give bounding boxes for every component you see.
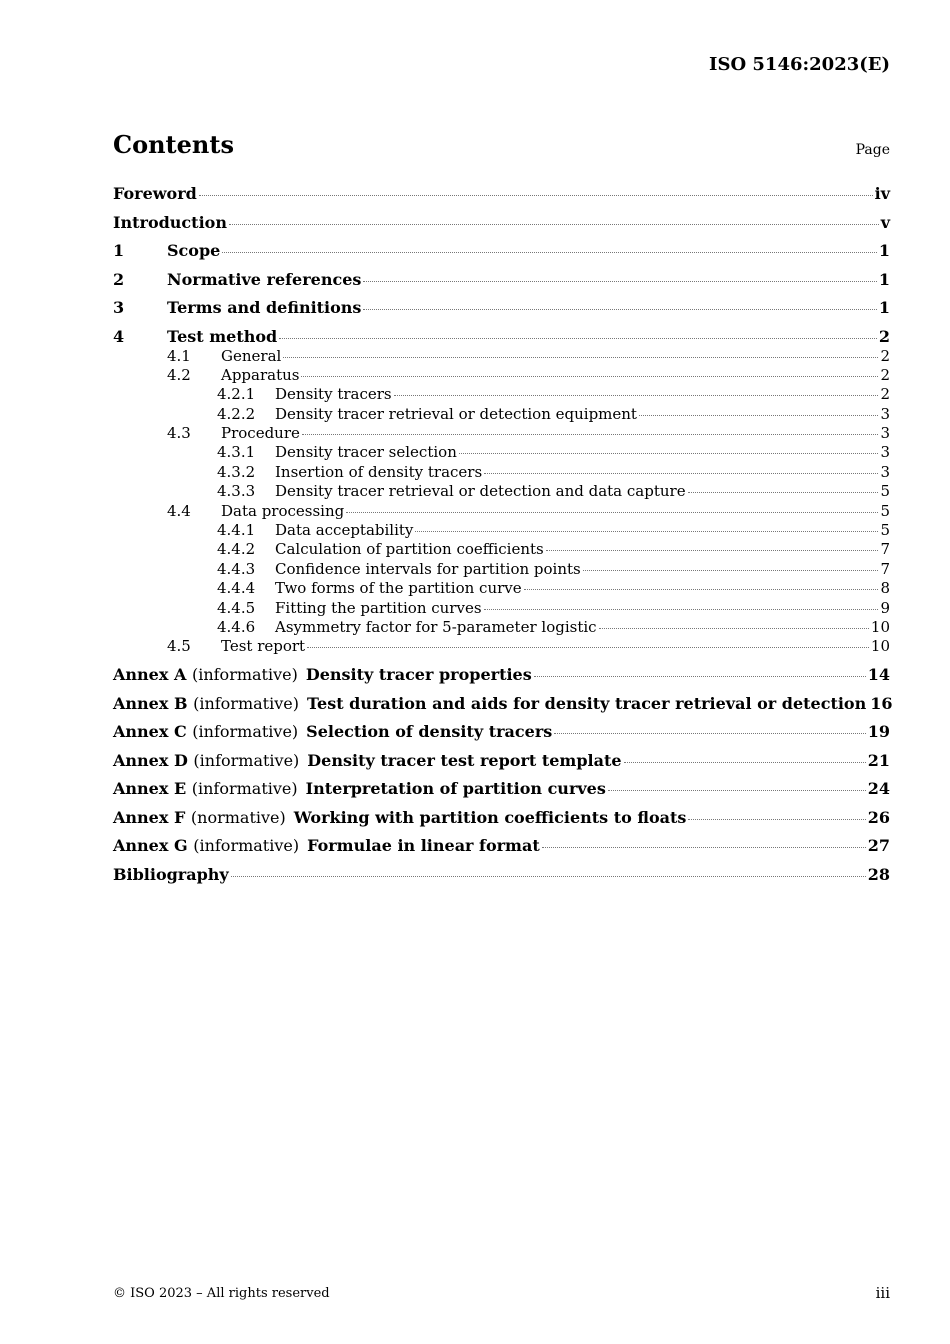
toc-label: Density tracer retrieval or detection and data capture <box>275 482 686 501</box>
toc-label: Bibliography <box>113 864 229 884</box>
toc-page: 1 <box>878 298 890 317</box>
toc-page: 9 <box>880 598 890 617</box>
toc-label: Density tracer retrieval or detection equipment <box>275 404 637 423</box>
annex-title: Formulae in linear format <box>307 836 540 856</box>
leader-dots <box>301 375 878 377</box>
annex-title: Interpretation of partition curves <box>305 779 606 799</box>
toc-page: 24 <box>867 779 890 799</box>
leader-dots <box>231 875 866 877</box>
toc-page: 7 <box>880 540 890 559</box>
toc-label: Fitting the partition curves <box>275 598 482 617</box>
annex-id: Annex C <box>113 722 187 742</box>
annex-title: Selection of density tracers <box>306 722 553 742</box>
leader-dots <box>484 472 878 474</box>
toc-entry-4-5[interactable] <box>113 637 890 665</box>
toc-page: 28 <box>867 864 890 884</box>
page-column-label: Page <box>855 142 890 158</box>
toc-annex-g[interactable] <box>113 836 890 865</box>
annex-id: Annex A <box>113 665 187 685</box>
toc-label: Data acceptability <box>275 521 414 540</box>
toc-page: iv <box>874 184 890 203</box>
toc-page: 14 <box>867 665 890 685</box>
toc-page: 8 <box>880 579 890 598</box>
leader-dots <box>307 646 869 648</box>
toc-page: 5 <box>880 501 890 520</box>
annex-title: Working with partition coefficients to floats <box>293 807 687 827</box>
toc-number: 4.4.4 <box>217 579 256 598</box>
annex-kind: (informative) <box>191 665 298 685</box>
toc-page: 10 <box>870 637 890 656</box>
toc-label: General <box>221 346 282 365</box>
leader-dots <box>639 414 878 416</box>
toc-entry-4-3-3[interactable] <box>113 482 890 501</box>
toc-page: 2 <box>880 346 890 365</box>
toc-entry-test-method[interactable] <box>113 327 890 347</box>
toc-entry-4-4-6[interactable] <box>113 618 890 637</box>
leader-dots <box>534 675 866 677</box>
leader-dots <box>599 627 869 629</box>
toc-entry-4-4-4[interactable] <box>113 579 890 598</box>
toc-label: Terms and definitions <box>167 298 362 317</box>
toc-number: 4.1 <box>167 346 191 365</box>
annex-id: Annex F <box>113 807 186 827</box>
toc-label: Confidence intervals for partition points <box>275 559 581 578</box>
toc-label: Test report <box>221 637 306 656</box>
leader-dots <box>199 194 873 196</box>
toc-number: 4.3.3 <box>217 482 256 501</box>
toc-entry-4-4-2[interactable] <box>113 540 890 559</box>
toc-label: Asymmetry factor for 5-parameter logistic <box>275 617 597 636</box>
annex-kind: (informative) <box>193 693 299 713</box>
toc-label: Density tracer selection <box>275 443 457 462</box>
copyright-notice: © ISO 2023 – All rights reserved <box>113 1286 330 1301</box>
toc-page: 7 <box>880 559 890 578</box>
toc-page: 1 <box>878 269 890 289</box>
toc-entry-foreword[interactable] <box>113 184 890 213</box>
toc-entry-scope[interactable] <box>113 241 890 270</box>
toc-entry-4-4-3[interactable] <box>113 560 890 579</box>
toc-page: 3 <box>880 424 890 443</box>
leader-dots <box>363 308 876 310</box>
leader-dots <box>688 491 879 493</box>
toc-entry-terms-definitions[interactable] <box>113 298 890 327</box>
toc-number: 4.3.2 <box>217 462 256 481</box>
toc-label: Apparatus <box>221 365 300 384</box>
toc-label: Procedure <box>221 424 300 443</box>
annex-title: Density tracer properties <box>305 665 532 685</box>
toc-number: 4.3 <box>167 424 191 443</box>
toc-entry-4-3-2[interactable] <box>113 463 890 482</box>
leader-dots <box>346 511 878 513</box>
toc-page: 3 <box>880 462 890 481</box>
toc-entry-4-2-1[interactable] <box>113 385 890 404</box>
leader-dots <box>484 608 879 610</box>
toc-page: v <box>880 212 890 232</box>
toc-page: 2 <box>880 385 890 404</box>
leader-dots <box>394 394 879 396</box>
annex-id: Annex D <box>113 750 188 770</box>
toc-entry-introduction[interactable] <box>113 213 890 242</box>
leader-dots <box>524 588 879 590</box>
toc-label: Density tracers <box>275 385 392 404</box>
toc-label: Insertion of density tracers <box>275 462 483 481</box>
leader-dots <box>283 356 878 358</box>
toc-page: 26 <box>867 807 890 827</box>
annex-title: Test duration and aids for density tracer retrieval or detection <box>306 693 867 713</box>
page-title: Contents <box>113 130 234 159</box>
toc-entry-4-4[interactable] <box>113 502 890 521</box>
toc-number: 4.2 <box>167 365 191 384</box>
leader-dots <box>546 549 879 551</box>
toc-number: 3 <box>113 298 125 317</box>
toc-entry-4-4-5[interactable] <box>113 599 890 618</box>
toc-page: 2 <box>878 326 890 346</box>
toc-page: 3 <box>880 404 890 423</box>
toc-page: 2 <box>880 365 890 384</box>
leader-dots <box>229 223 879 225</box>
toc-annex-c[interactable] <box>113 722 890 751</box>
leader-dots <box>279 337 877 339</box>
leader-dots <box>302 433 879 435</box>
toc-page: 10 <box>870 617 890 636</box>
toc-annex-d[interactable] <box>113 751 890 780</box>
toc-number: 4.4.3 <box>217 559 256 578</box>
toc-label: Two forms of the partition curve <box>275 579 522 598</box>
toc-number: 4.2.1 <box>217 385 256 404</box>
leader-dots <box>624 761 866 763</box>
toc-entry-normative-references[interactable] <box>113 270 890 299</box>
toc-page: 21 <box>867 750 890 770</box>
toc-entry-4-1[interactable] <box>113 347 890 366</box>
leader-dots <box>688 818 865 820</box>
toc-label: Scope <box>167 241 221 260</box>
toc-annex-b[interactable] <box>113 693 893 723</box>
leader-dots <box>554 732 865 734</box>
leader-dots <box>542 846 866 848</box>
toc-number: 4.4.5 <box>217 598 256 617</box>
document-id: ISO 5146:2023(E) <box>709 54 890 75</box>
toc-number: 4.2.2 <box>217 404 256 423</box>
toc-entry-4-3-1[interactable] <box>113 443 890 462</box>
toc-page: 27 <box>867 836 890 856</box>
toc-entry-4-2[interactable] <box>113 366 890 385</box>
toc-annex-f[interactable] <box>113 808 890 837</box>
toc-entry-4-4-1[interactable] <box>113 521 890 540</box>
annex-kind: (informative) <box>192 722 299 742</box>
toc-page: 3 <box>880 443 890 462</box>
annex-id: Annex G <box>113 836 188 856</box>
toc-number: 4.4.2 <box>217 540 256 559</box>
toc-annex-a[interactable] <box>113 665 890 694</box>
toc-page: 5 <box>880 482 890 501</box>
leader-dots <box>608 789 866 791</box>
table-of-contents <box>113 184 893 893</box>
annex-kind: (informative) <box>193 836 300 856</box>
toc-label: Foreword <box>113 184 197 203</box>
leader-dots <box>415 530 878 532</box>
toc-number: 1 <box>113 241 125 260</box>
toc-number: 4.4.1 <box>217 521 256 540</box>
annex-kind: (normative) <box>190 807 286 827</box>
toc-number: 2 <box>113 269 125 289</box>
toc-label: Normative references <box>167 269 362 289</box>
toc-label: Data processing <box>221 501 345 520</box>
leader-dots <box>363 280 876 282</box>
toc-annex-e[interactable] <box>113 779 890 808</box>
annex-id: Annex E <box>113 779 187 799</box>
toc-number: 4.4 <box>167 501 191 520</box>
toc-page: 1 <box>878 241 890 260</box>
toc-number: 4.3.1 <box>217 443 256 462</box>
leader-dots <box>583 569 879 571</box>
toc-number: 4.4.6 <box>217 617 256 636</box>
toc-page: 5 <box>880 521 890 540</box>
toc-label: Introduction <box>113 212 227 232</box>
toc-label: Calculation of partition coefficients <box>275 540 544 559</box>
page-number: iii <box>875 1284 890 1302</box>
toc-page: 16 <box>870 693 893 713</box>
annex-id: Annex B <box>113 693 188 713</box>
toc-label: Test method <box>167 326 278 346</box>
annex-kind: (informative) <box>191 779 298 799</box>
annex-title: Density tracer test report template <box>307 750 622 770</box>
toc-page: 19 <box>867 722 890 742</box>
toc-entry-4-2-2[interactable] <box>113 405 890 424</box>
toc-number: 4 <box>113 326 125 346</box>
leader-dots <box>222 251 877 253</box>
leader-dots <box>459 452 879 454</box>
toc-entry-bibliography[interactable] <box>113 865 890 894</box>
annex-kind: (informative) <box>193 750 300 770</box>
toc-number: 4.5 <box>167 637 191 656</box>
toc-entry-4-3[interactable] <box>113 424 890 443</box>
